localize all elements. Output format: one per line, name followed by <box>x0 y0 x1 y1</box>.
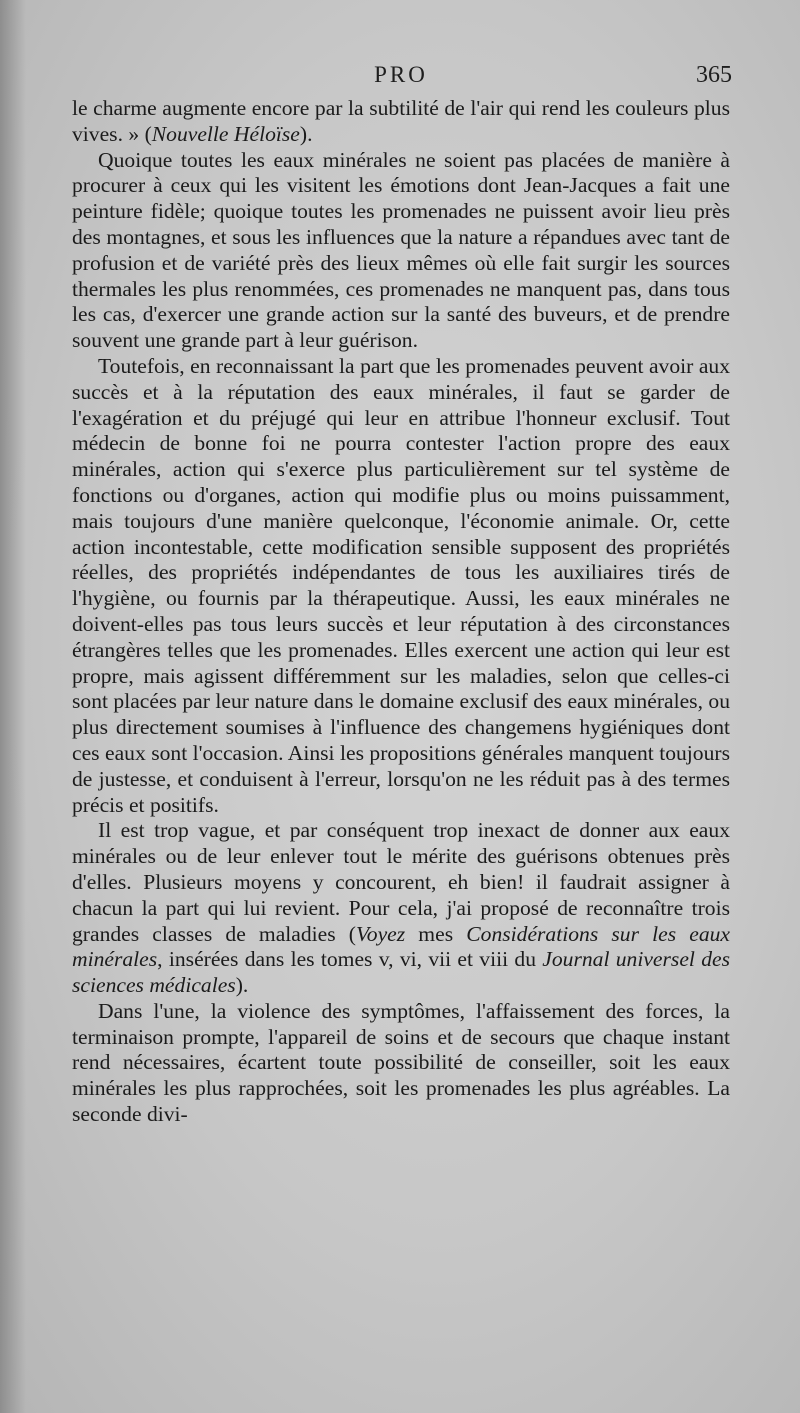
running-head: PRO <box>374 62 428 87</box>
italic-voyez: Voyez <box>356 921 406 946</box>
paragraph-4: Il est trop vague, et par conséquent trop inexact de donner aux eaux minérales ou de leur enlever tout le mérite des guérisons obtenues près d'elles. Plusieurs moyens y concourent, eh bien! il faudrait assigner à chacun la part qui lui revient. Pour cela, j'ai proposé de reconnaître trois grandes classes de maladies (Voyez mes Considérations sur les eaux minérales, insérées dans les tomes v, vi, vii et viii du Journal universel des sciences médicales). <box>72 818 730 998</box>
page-number: 365 <box>696 62 732 88</box>
body-text <box>72 96 730 1128</box>
italic-considerations: Considérations sur les eaux minérales <box>72 921 730 972</box>
italic-journal: Journal universel des sciences médicales <box>72 947 730 998</box>
paragraph-2: Quoique toutes les eaux minérales ne soient pas placées de manière à procurer à ceux qui les visitent les émotions dont Jean-Jacques a fait une peinture fidèle; quoique toutes les promenades ne puissent avoir lieu près des montagnes, et sous les influences que la nature a répandues avec tant de profusion et de variété près des lieux mêmes où elle fait surgir les sources thermales les plus renommées, ces promenades ne manquent pas, dans tous les cas, d'exercer une grande action sur la santé des buveurs, et de prendre souvent une grande part à leur guérison. <box>72 147 730 353</box>
page-header <box>70 62 732 94</box>
paragraph-1: le charme augmente encore par la subtilité de l'air qui rend les couleurs plus vives. » (Nouvelle Héloïse). <box>72 96 730 146</box>
paragraph-3: Toutefois, en reconnaissant la part que les promenades peuvent avoir aux succès et à la réputation des eaux minérales, il faut se garder de l'exagération et du préjugé qui leur en attribue l'honneur exclusif. Tout médecin de bonne foi ne pourra contester l'action propre des eaux minérales, action qui s'exerce plus particulièrement sur tel système de fonctions ou d'organes, action qui modifie plus ou moins puissamment, mais toujours d'une manière quelconque, l'économie animale. Or, cette action incontestable, cette modification sensible supposent des propriétés réelles, des propriétés indépendantes de tous les auxiliaires tirés de l'hygiène, ou fournis par la thérapeutique. Aussi, les eaux minérales ne doivent-elles pas tous leurs succès et leur réputation à des circonstances étrangères telles que les promenades. Elles exercent une action qui leur est propre, mais agissent différemment sur les maladies, selon que celles-ci sont placées par leur nature dans le domaine exclusif des eaux minérales, ou plus directement soumises à l'influence des changemens hygiéniques dont ces eaux sont l'occasion. Ainsi les propositions générales manquent toujours de justesse, et conduisent à l'erreur, lorsqu'on ne les réduit pas à des termes précis et positifs. <box>72 353 730 817</box>
italic-title: Nouvelle Héloïse <box>151 121 300 146</box>
paragraph-5: Dans l'une, la violence des symptômes, l'affaissement des forces, la terminaison prompte, l'appareil de soins et de secours que chaque instant rend nécessaires, écartent toute possibilité de conseiller, soit les eaux minérales les plus rapprochées, soit les promenades les plus agréables. La seconde divi- <box>72 998 730 1127</box>
